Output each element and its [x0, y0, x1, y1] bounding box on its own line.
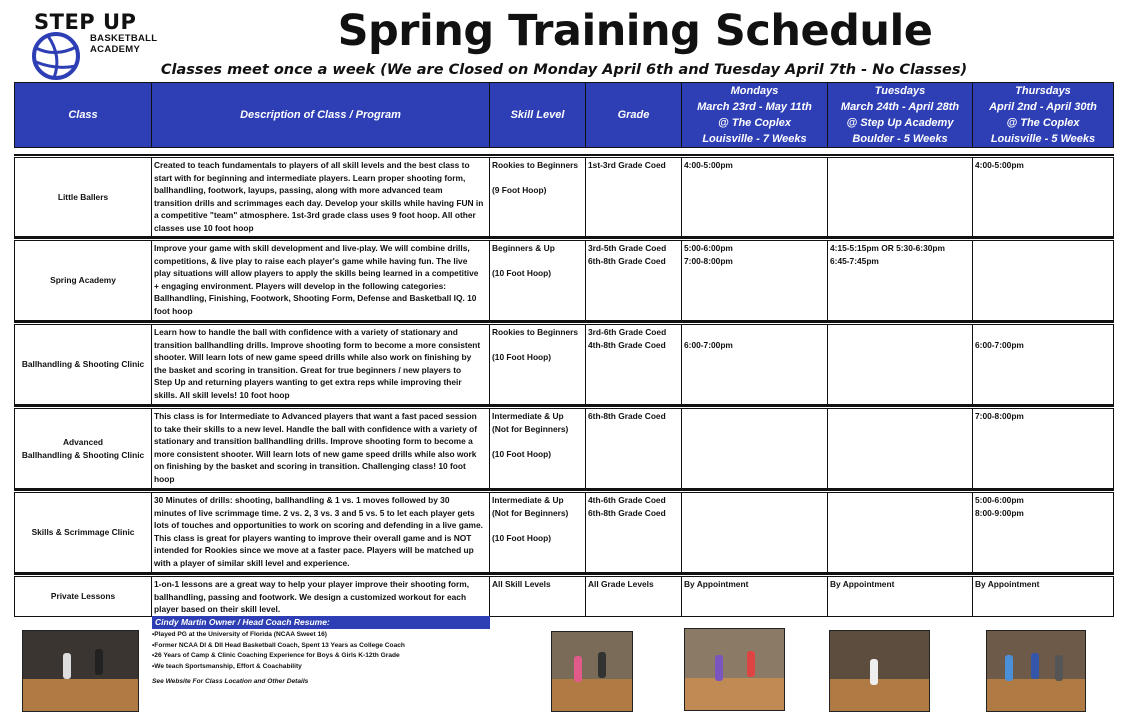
cell-line: Rookies to Beginners: [492, 327, 579, 337]
header-thursdays: [972, 82, 1114, 148]
cell-line: (Not for Beginners): [492, 507, 569, 518]
cell-mon: [681, 324, 828, 405]
cell-line: play situations will allow players to apply the skills being learned in a competitive: [154, 268, 479, 278]
cell-line: [975, 326, 1111, 339]
cell-line: Little Ballers: [57, 191, 109, 202]
cell-desc: [151, 408, 490, 489]
cell-line: Improve your game with skill development and live-play. We will combine drills,: [154, 243, 470, 253]
cell-tue: [827, 408, 973, 489]
cell-desc: [151, 324, 490, 405]
cell-grade: [585, 157, 682, 237]
header-thursdays-line: Thursdays: [1015, 85, 1071, 97]
cell-desc: [151, 240, 490, 321]
header-grade: [585, 82, 682, 148]
cell-line: [492, 172, 583, 185]
cell-line: 3rd-6th Grade Coed: [588, 327, 667, 337]
cell-line: Spring Academy: [50, 275, 116, 286]
cell-line: [492, 339, 583, 352]
cell-thu: [972, 324, 1114, 405]
cell-line: By Appointment: [684, 579, 749, 589]
cell-mon: [681, 408, 828, 489]
header-skill-level: [489, 82, 586, 148]
cell-line: [492, 435, 583, 448]
row-separator: [14, 405, 1114, 407]
resume-line: •Played PG at the University of Florida (NCAA Sweet 16): [152, 631, 328, 638]
cell-line: Ballhandling & Shooting Clinic: [21, 449, 145, 460]
cell-line: a competitive "team" atmosphere. 1st-3rd grade class uses 9 foot hoop. All other: [154, 210, 476, 220]
cell-line: 6th-8th Grade Coed: [588, 411, 666, 421]
cell-line: to take their skills to a new level. Handle the ball with confidence with a variety of: [154, 423, 477, 434]
cell-line: 6:45-7:45pm: [830, 255, 879, 266]
cell-line: 1-on-1 lessons are a great way to help your player improve their shooting form,: [154, 579, 470, 589]
cell-line: Skills & Scrimmage Clinic: [31, 527, 135, 538]
cell-line: player based on their skill level.: [154, 604, 281, 614]
website-note: See Website For Class Location and Other Details: [152, 678, 309, 685]
cell-line: 7:00-8:00pm: [975, 411, 1024, 421]
header-class: [14, 82, 152, 148]
logo-line-1: STEP UP: [34, 10, 137, 34]
cell-thu: [972, 240, 1114, 321]
cell-line: Rookies to Beginners: [492, 160, 579, 170]
training-photo-3: [684, 628, 785, 711]
header-description-label: Description of Class / Program: [240, 109, 401, 121]
cell-line: [492, 255, 583, 268]
cell-line: Advanced: [62, 437, 104, 447]
cell-class: [14, 576, 152, 617]
cell-line: 4:00-5:00pm: [684, 160, 733, 170]
header-mondays-line: @ The Coplex: [717, 117, 792, 129]
cell-line: + engaging environment. Players will develop in the following categories:: [154, 280, 447, 291]
header-grade-label: Grade: [617, 109, 650, 121]
cell-line: This class is great for players wanting to improve their overall game and is NOT: [154, 532, 472, 543]
cell-line: 6th-8th Grade Coed: [588, 255, 666, 266]
cell-line: on finishing by the basket and scoring in transition. Challenging class! 10 foot: [154, 461, 466, 471]
cell-line: Step Up and returning players wanting to get extra reps while improving their: [154, 377, 462, 387]
cell-class: [14, 157, 152, 237]
cell-class: [14, 240, 152, 321]
header-tuesdays-line: March 24th - April 28th: [840, 101, 960, 113]
header-thursdays-line: @ The Coplex: [1006, 117, 1080, 129]
cell-line: 30 Minutes of drills: shooting, ballhandling & 1 vs. 1 moves followed by 30: [154, 495, 450, 505]
cell-line: Ballhandling, Finishing, Footwork, Shooting Form, Defense and Basketball IQ. 10: [154, 293, 477, 303]
header-tuesdays-line: Boulder - 5 Weeks: [852, 133, 948, 145]
cell-thu: [972, 408, 1114, 489]
cell-line: transition ballhandling drills. Improve shooting form to become a more consistent: [154, 339, 481, 350]
header-description: [151, 82, 490, 148]
cell-line: (10 Foot Hoop): [492, 352, 552, 362]
cell-line: foot hoop: [154, 305, 193, 316]
row-separator: [14, 573, 1114, 575]
resume-line: •Former NCAA DI & DII Head Basketball Coach, Spent 13 Years as College Coach: [152, 641, 405, 649]
page-title: Spring Training Schedule: [337, 6, 933, 56]
cell-line: ballhandling, footwork, layups, passing, along with more advanced team: [154, 185, 443, 195]
cell-skill: [489, 157, 586, 237]
cell-thu: [972, 576, 1114, 617]
header-class-label: Class: [68, 109, 98, 121]
cell-skill: [489, 492, 586, 573]
cell-thu: [972, 157, 1114, 237]
row-separator: [14, 489, 1114, 491]
cell-line: Ballhandling & Shooting Clinic: [21, 359, 145, 370]
page-subtitle: Classes meet once a week (We are Closed on Monday April 6th and Tuesday April 7th - No Classes): [160, 62, 968, 78]
cell-line: 4th-6th Grade Coed: [588, 495, 666, 505]
cell-line: start with for beginning and intermediate players. Learn proper shooting form,: [154, 172, 466, 183]
header-mondays-line: March 23rd - May 11th: [697, 101, 812, 113]
cell-line: transition drills and scrimmages each day. Develop your skills while having FUN in: [154, 197, 484, 208]
header-mondays-line: Mondays: [730, 85, 779, 97]
cell-skill: [489, 324, 586, 405]
cell-desc: [151, 492, 490, 573]
cell-tue: [827, 492, 973, 573]
header-tuesdays-line: @ Step Up Academy: [846, 117, 954, 129]
header-mondays: [681, 82, 828, 148]
training-photo-2: [551, 631, 633, 712]
cell-mon: [681, 157, 828, 237]
cell-line: All Skill Levels: [492, 579, 551, 589]
cell-line: 4:15-5:15pm OR 5:30-6:30pm: [830, 243, 945, 253]
resume-header: Cindy Martin Owner / Head Coach Resume:: [152, 616, 490, 629]
cell-class: [14, 492, 152, 573]
cell-desc: [151, 157, 490, 237]
cell-line: 3rd-5th Grade Coed: [588, 243, 667, 253]
cell-line: Learn how to handle the ball with confidence with a variety of stationary and: [154, 327, 458, 337]
cell-line: lots of touches and opportunities to work on scoring and defending in a live game.: [154, 520, 483, 530]
logo-line-2: BASKETBALL: [90, 33, 158, 44]
cell-grade: [585, 240, 682, 321]
cell-grade: [585, 408, 682, 489]
cell-line: Private Lessons: [50, 591, 116, 602]
header-tuesdays: [827, 82, 973, 148]
resume-block: [152, 630, 405, 688]
cell-line: more consistent shooter. Will learn lots of new game speed drills while also work: [154, 448, 477, 459]
cell-line: 4:00-5:00pm: [975, 160, 1024, 170]
cell-skill: [489, 408, 586, 489]
cell-line: 6th-8th Grade Coed: [588, 507, 666, 518]
cell-line: All Grade Levels: [588, 579, 654, 589]
cell-line: Intermediate & Up: [492, 411, 564, 421]
cell-line: [684, 326, 825, 339]
header-skill-label: Skill Level: [510, 109, 565, 121]
cell-line: 5:00-6:00pm: [975, 495, 1024, 505]
cell-line: minutes of live scrimmage time. 2 vs. 2, 3 vs. 3 and 5 vs. 5 to let each player gets: [154, 507, 475, 518]
cell-line: This class is for Intermediate to Advanced players that want a fast paced session: [154, 411, 477, 421]
cell-class: [14, 324, 152, 405]
cell-line: (9 Foot Hoop): [492, 185, 547, 195]
logo-line-3: ACADEMY: [90, 44, 141, 55]
cell-desc: [151, 576, 490, 617]
cell-tue: [827, 240, 973, 321]
cell-mon: [681, 576, 828, 617]
cell-line: 6:00-7:00pm: [975, 339, 1024, 350]
cell-line: shooter. Will learn lots of new game speed drills while also work on finishing by: [154, 352, 472, 362]
resume-line: •We teach Sportsmanship, Effort & Coachability: [152, 662, 302, 670]
cell-line: intended for Rookies since we move at a faster pace. Players will be matched up: [154, 545, 474, 555]
resume-line: •26 Years of Camp & Clinic Coaching Experience for Boys & Girls K-12th Grade: [152, 652, 400, 659]
cell-thu: [972, 492, 1114, 573]
cell-line: 1st-3rd Grade Coed: [588, 160, 666, 170]
cell-line: hoop: [154, 473, 175, 484]
row-separator: [14, 154, 1114, 156]
row-separator: [14, 237, 1114, 239]
cell-line: (10 Foot Hoop): [492, 268, 552, 278]
cell-line: 7:00-8:00pm: [684, 255, 733, 266]
cell-grade: [585, 492, 682, 573]
cell-line: Created to teach fundamentals to players of all skill levels and the best class to: [154, 160, 470, 170]
cell-line: classes use 10 foot hoop: [154, 222, 254, 233]
cell-skill: [489, 576, 586, 617]
header-thursdays-line: April 2nd - April 30th: [989, 101, 1097, 113]
cell-line: By Appointment: [830, 579, 895, 589]
cell-grade: [585, 324, 682, 405]
cell-line: skills. All skill levels! 10 foot hoop: [154, 389, 290, 400]
training-photo-1: [22, 630, 139, 712]
cell-tue: [827, 157, 973, 237]
cell-class: [14, 408, 152, 489]
cell-tue: [827, 324, 973, 405]
header-tuesdays-line: Tuesdays: [874, 85, 926, 97]
cell-line: (Not for Beginners): [492, 423, 569, 434]
cell-line: 5:00-6:00pm: [684, 243, 733, 253]
cell-line: (10 Foot Hoop): [492, 532, 552, 543]
header-thursdays-line: Louisville - 5 Weeks: [990, 133, 1096, 145]
cell-line: ballhandling, passing and footwork. We design a customized workout for each: [154, 591, 467, 602]
cell-line: 6:00-7:00pm: [684, 339, 733, 350]
cell-line: the basket and scoring in transition. Great for true beginners / new players to: [154, 364, 462, 375]
cell-tue: [827, 576, 973, 617]
cell-skill: [489, 240, 586, 321]
cell-line: (10 Foot Hoop): [492, 448, 552, 459]
cell-line: stationary and transition ballhandling drills. Improve shooting form to become a: [154, 436, 473, 446]
training-photo-4: [829, 630, 930, 712]
cell-line: with a player of similar skill level and experience.: [154, 557, 350, 568]
cell-line: [492, 519, 583, 532]
cell-line: By Appointment: [975, 579, 1040, 589]
cell-mon: [681, 240, 828, 321]
cell-line: 8:00-9:00pm: [975, 507, 1024, 518]
training-photo-5: [986, 630, 1086, 712]
cell-line: Beginners & Up: [492, 243, 555, 253]
cell-grade: [585, 576, 682, 617]
header-mondays-line: Louisville - 7 Weeks: [702, 133, 807, 145]
cell-line: Intermediate & Up: [492, 495, 564, 505]
cell-line: competitions, & live play to raise each player's game while having fun. The live: [154, 255, 468, 266]
row-separator: [14, 321, 1114, 323]
cell-mon: [681, 492, 828, 573]
cell-line: 4th-8th Grade Coed: [588, 339, 666, 350]
